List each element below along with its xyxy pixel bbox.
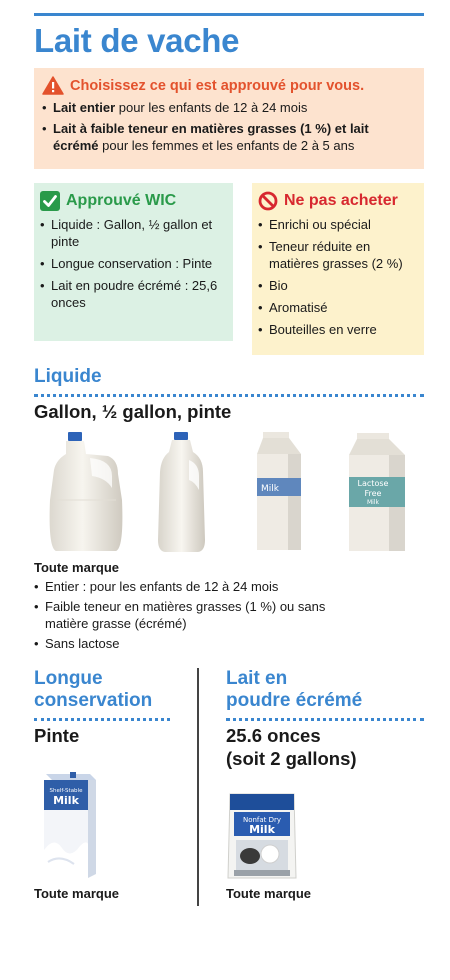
liquid-item: • Entier : pour les enfants de 12 à 24 mois xyxy=(34,578,334,595)
shelf-stable-carton-image xyxy=(40,770,98,880)
carton-label-milk: Milk xyxy=(261,484,279,494)
warning-item: • Lait à faible teneur en matières grasses (1 %) et lait écrémé pour les femmes et les enfants de 2 à 5 ans xyxy=(42,120,416,154)
warning-item: • Lait entier pour les enfants de 12 à 24 mois xyxy=(42,99,416,116)
carton-label-free: Free xyxy=(364,489,382,498)
approved-item: • Longue conservation : Pinte xyxy=(40,255,227,272)
do-not-buy-heading-text: Ne pas acheter xyxy=(284,192,398,209)
shelf-stable-section-title: Longue conservation xyxy=(34,668,153,711)
do-not-buy-item: • Enrichi ou spécial xyxy=(258,216,418,233)
do-not-buy-item: • Aromatisé xyxy=(258,299,418,316)
carton-label-lactose: Lactose xyxy=(357,479,389,488)
bag-label-top: Nonfat Dry xyxy=(242,816,282,824)
shelf-carton-label-top: Shelf-Stable xyxy=(49,788,83,794)
column-divider xyxy=(197,668,199,906)
do-not-buy-item: • Bio xyxy=(258,277,418,294)
page-title: Lait de vache xyxy=(34,22,240,59)
warning-heading-text: Choisissez ce qui est approuvé pour vous. xyxy=(70,77,365,94)
shelf-stable-size: Pinte xyxy=(34,725,80,746)
top-rule xyxy=(34,13,424,16)
do-not-buy-heading xyxy=(258,191,418,211)
do-not-buy-box xyxy=(252,183,424,355)
liquid-item: • Sans lactose xyxy=(34,635,334,652)
shelf-stable-divider xyxy=(34,718,170,721)
lactose-free-carton-image xyxy=(347,433,409,553)
half-gallon-jug-image xyxy=(155,430,210,555)
carton-label-milk-small: Milk xyxy=(367,499,379,506)
liquid-item: • Faible teneur en matières grasses (1 %) ou sans matière grasse (écrémé) xyxy=(34,598,334,632)
warning-list xyxy=(42,99,416,154)
liquid-list xyxy=(34,575,334,652)
approved-item: • Liquide : Gallon, ½ gallon et pinte xyxy=(40,216,227,250)
powdered-section-title: Lait en poudre écrémé xyxy=(226,668,363,711)
shelf-stable-brand: Toute marque xyxy=(34,886,119,901)
warning-triangle-icon xyxy=(42,76,64,95)
milk-carton-image xyxy=(255,432,305,552)
warning-heading xyxy=(42,76,416,95)
do-not-buy-list xyxy=(258,216,418,338)
check-icon xyxy=(40,191,60,211)
liquid-section-title: Liquide xyxy=(34,366,102,387)
approved-heading xyxy=(40,191,227,211)
do-not-buy-item: • Bouteilles en verre xyxy=(258,321,418,338)
approved-item: • Lait en poudre écrémé : 25,6 onces xyxy=(40,277,227,311)
do-not-buy-item: • Teneur réduite en matières grasses (2 %) xyxy=(258,238,418,272)
gallon-jug-image xyxy=(46,430,126,555)
liquid-sizes: Gallon, ½ gallon, pinte xyxy=(34,401,232,422)
prohibited-icon xyxy=(258,191,278,211)
powdered-milk-bag-image xyxy=(226,790,298,882)
liquid-divider xyxy=(34,394,424,397)
approved-heading-text: Approuvé WIC xyxy=(66,192,177,209)
powdered-divider xyxy=(226,718,424,721)
approved-list xyxy=(40,216,227,311)
powdered-brand: Toute marque xyxy=(226,886,311,901)
warning-box xyxy=(34,68,424,169)
bag-label-main: Milk xyxy=(249,823,275,836)
approved-box xyxy=(34,183,233,341)
liquid-brand: Toute marque xyxy=(34,560,119,575)
shelf-carton-label-main: Milk xyxy=(53,794,79,807)
powdered-size: 25.6 onces (soit 2 gallons) xyxy=(226,725,357,769)
